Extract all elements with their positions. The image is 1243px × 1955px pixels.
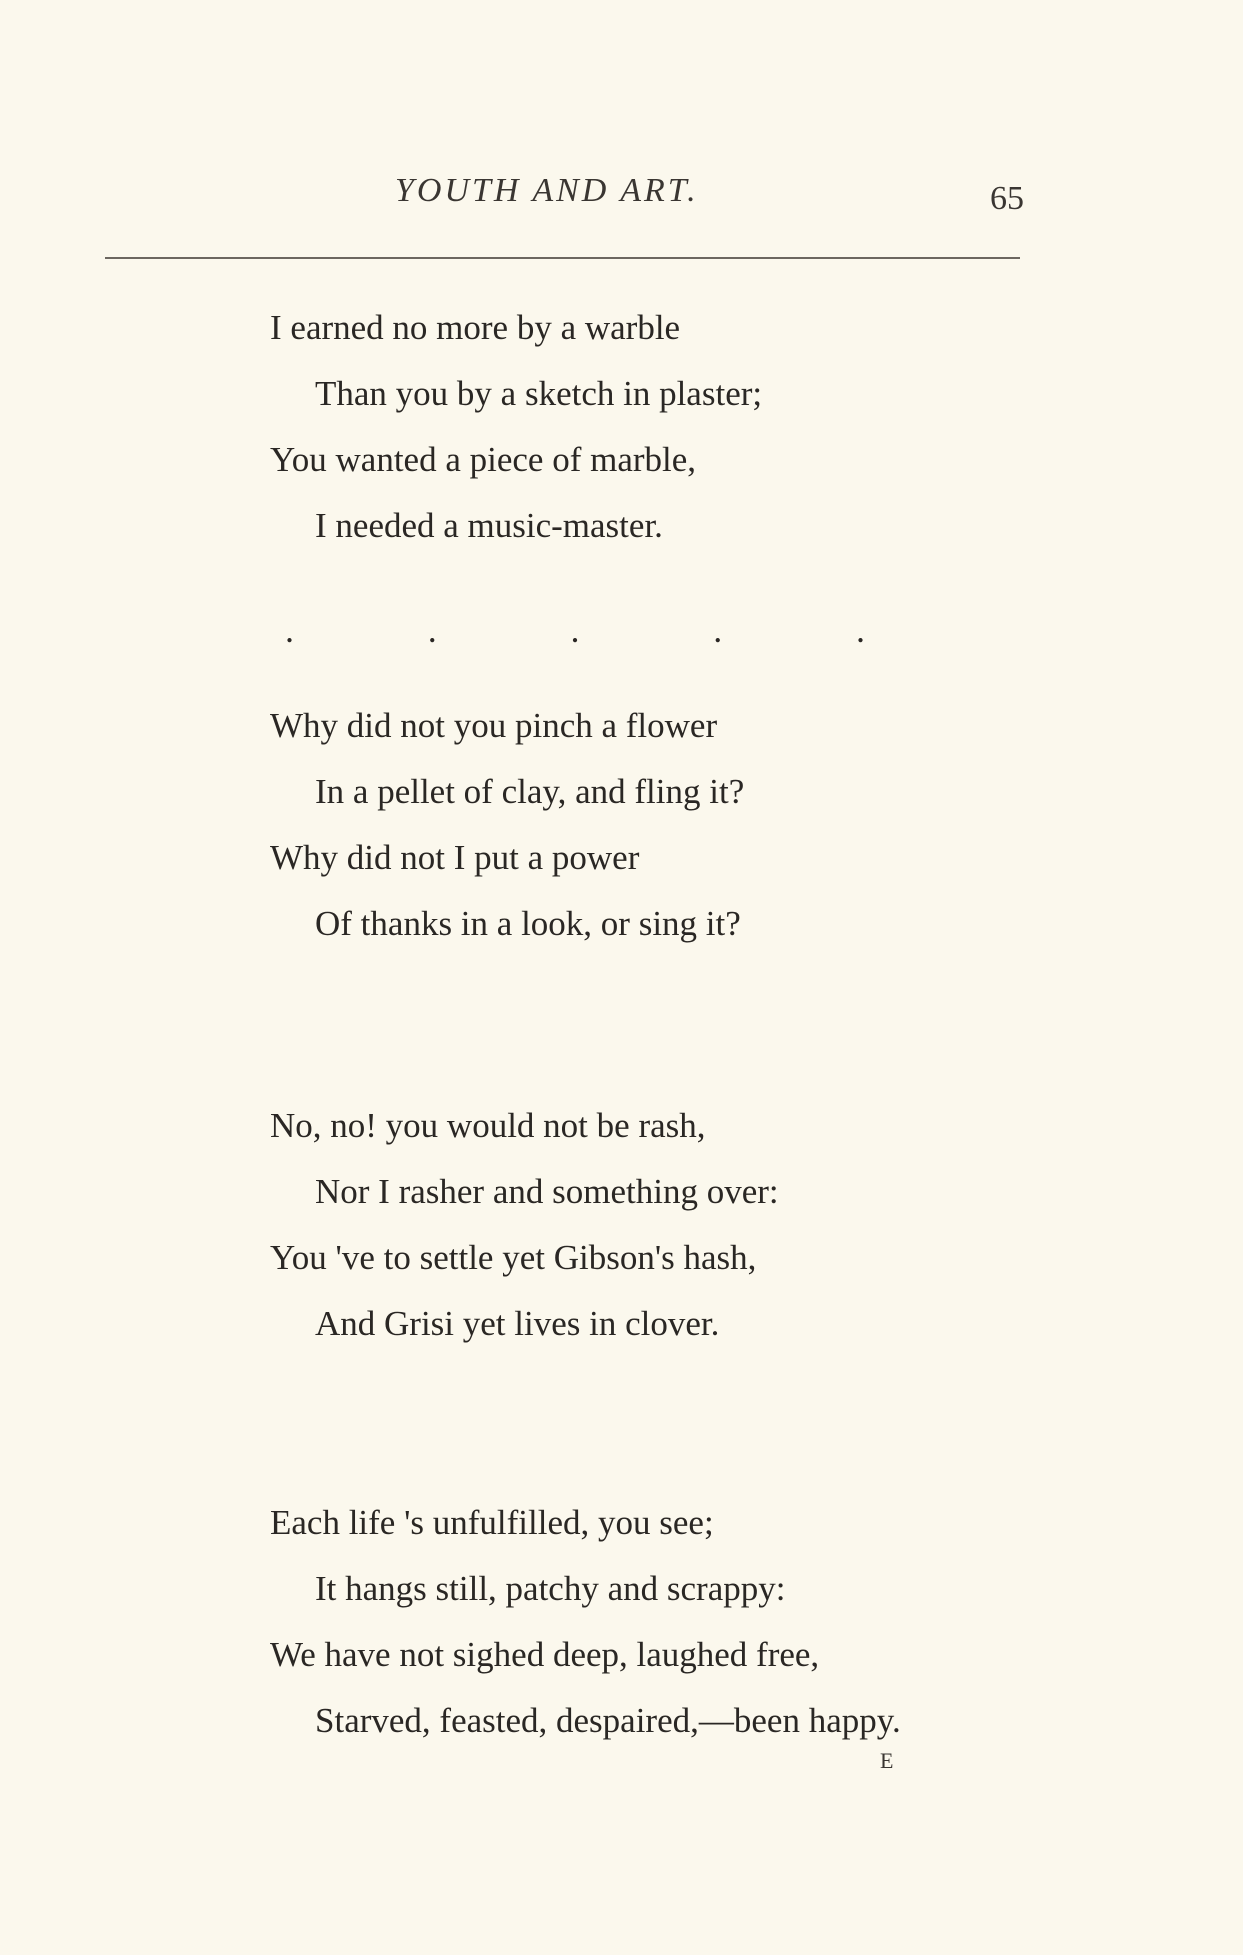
running-head: YOUTH AND ART. (395, 172, 699, 209)
poem-line: We have not sighed deep, laughed free, (270, 1635, 820, 1674)
stanza-3 (270, 1093, 779, 1357)
omission-dots (285, 612, 865, 648)
page-number: 65 (990, 180, 1024, 217)
poem-line: In a pellet of clay, and fling it? (315, 772, 745, 811)
poem-line: You 've to settle yet Gibson's hash, (270, 1238, 757, 1277)
poem-line: You wanted a piece of marble, (270, 440, 697, 479)
header-rule (105, 257, 1020, 259)
poem-line: Why did not I put a power (270, 838, 640, 877)
stanza-2 (270, 693, 744, 957)
poem-line: It hangs still, patchy and scrappy: (315, 1569, 786, 1608)
poem-line: Than you by a sketch in plaster; (315, 374, 763, 413)
poem-line: Why did not you pinch a flower (270, 706, 718, 745)
poem-line: I earned no more by a warble (270, 308, 681, 347)
signature-mark: E (880, 1748, 895, 1773)
poem-line: I needed a music-master. (315, 506, 663, 545)
poem-line: Starved, feasted, despaired,—been happy. (315, 1701, 901, 1740)
poem-line: Nor I rasher and something over: (315, 1172, 779, 1211)
omission-dot: . (427, 610, 437, 650)
omission-dot: . (285, 610, 294, 650)
omission-dot: . (570, 610, 580, 650)
omission-dot: . (713, 610, 723, 650)
stanza-1 (270, 295, 762, 559)
poem-line: No, no! you would not be rash, (270, 1106, 706, 1145)
poem-line: Each life 's unfulfilled, you see; (270, 1503, 714, 1542)
poem-line: Of thanks in a look, or sing it? (315, 904, 741, 943)
omission-dot: . (856, 610, 865, 650)
poem-line: And Grisi yet lives in clover. (315, 1304, 720, 1343)
stanza-4 (270, 1490, 901, 1754)
